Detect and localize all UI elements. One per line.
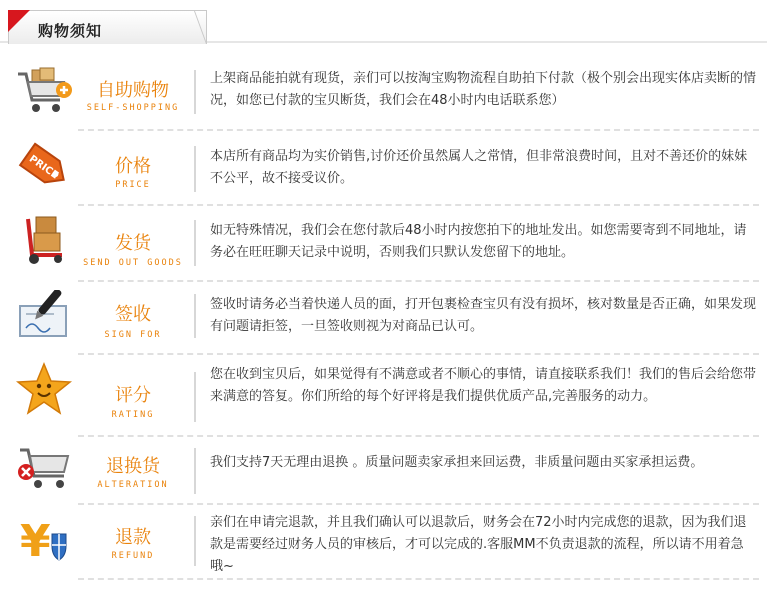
row-separator bbox=[78, 503, 759, 505]
shopping-cart-icon bbox=[14, 64, 74, 118]
row-divider bbox=[194, 70, 196, 114]
hand-truck-icon bbox=[14, 213, 74, 267]
price-tag-icon bbox=[14, 139, 74, 193]
row-separator bbox=[78, 280, 759, 282]
star-smile-icon bbox=[14, 362, 74, 416]
row-title-alteration: 退换货 bbox=[106, 456, 160, 477]
svg-text:PRICE: PRICE bbox=[26, 153, 61, 182]
row-title-self-shopping: 自助购物 bbox=[97, 80, 169, 101]
row-title-shipping: 发货 bbox=[115, 233, 151, 254]
row-title-sign-for: 签收 bbox=[115, 304, 151, 325]
row-title-refund: 退款 bbox=[115, 527, 151, 548]
row-text-rating: 您在收到宝贝后，如果觉得有不满意或者不顺心的事情，请直接联系我们！我们的售后会给您带来满意的答复。你们所给的每个好评将是我们提供优质产品,完善服务的动力。 bbox=[210, 367, 757, 404]
row-text-price: 本店所有商品均为实价销售,讨价还价虽然属人之常情，但非常浪费时间，且对不善还价的妹妹不公平，故不接受议价。 bbox=[210, 149, 748, 186]
row-divider bbox=[194, 372, 196, 422]
row-subtitle-shipping: SEND OUT GOODS bbox=[83, 258, 183, 268]
row-divider bbox=[194, 220, 196, 266]
row-text-alteration: 我们支持7天无理由退换 。质量问题卖家承担来回运费，非质量问题由买家承担运费。 bbox=[210, 455, 704, 470]
row-subtitle-price: PRICE bbox=[115, 180, 151, 190]
row-text-shipping: 如无特殊情况，我们会在您付款后48小时内按您拍下的地址发出。如您需要寄到不同地址，请务必在旺旺聊天记录中说明，否则我们只默认发您留下的地址。 bbox=[210, 223, 747, 260]
yen-shield-icon bbox=[14, 512, 74, 566]
row-separator bbox=[78, 435, 759, 437]
row-title-price: 价格 bbox=[115, 156, 151, 177]
row-subtitle-self-shopping: SELF-SHOPPING bbox=[86, 103, 180, 113]
row-text-self-shopping: 上架商品能拍就有现货，亲们可以按淘宝购物流程自助拍下付款（极个别会出现实体店卖断的情况，如您已付款的宝贝断货，我们会在48小时内电话联系您） bbox=[210, 71, 757, 108]
page-title: 购物须知 bbox=[38, 22, 103, 40]
row-text-refund: 亲们在申请完退款，并且我们确认可以退款后，财务会在72小时内完成您的退款，因为我们退款是需要经过财务人员的审核后，才可以完成的.客服MM不负责退款的流程，所以请不用着急哦~ bbox=[210, 515, 747, 574]
row-divider bbox=[194, 448, 196, 494]
row-divider bbox=[194, 516, 196, 566]
row-subtitle-alteration: ALTERATION bbox=[97, 480, 169, 490]
row-subtitle-refund: REFUND bbox=[111, 551, 155, 561]
row-separator bbox=[78, 129, 759, 131]
row-subtitle-rating: RATING bbox=[111, 410, 155, 420]
row-text-sign-for: 签收时请务必当着快递人员的面，打开包裹检查宝贝有没有损坏，核对数量是否正确，如果发现有问题请拒签，一旦签收则视为对商品已认可。 bbox=[210, 297, 757, 334]
row-separator bbox=[78, 353, 759, 355]
row-divider bbox=[194, 294, 196, 338]
header-corner-accent bbox=[8, 10, 30, 32]
pen-signature-icon bbox=[14, 290, 74, 344]
svg-text:¥: ¥ bbox=[20, 516, 51, 566]
row-divider bbox=[194, 146, 196, 192]
row-separator bbox=[78, 578, 759, 580]
cart-remove-icon bbox=[14, 442, 74, 496]
row-separator bbox=[78, 204, 759, 206]
row-subtitle-sign-for: SIGN FOR bbox=[104, 330, 162, 340]
row-title-rating: 评分 bbox=[115, 385, 151, 406]
